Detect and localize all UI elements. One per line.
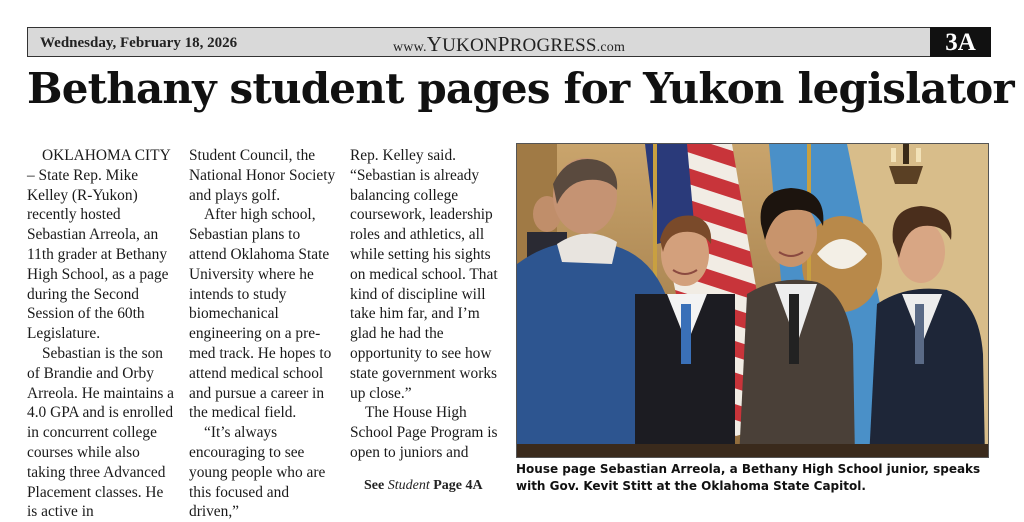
photo-caption: House page Sebastian Arreola, a Bethany High School junior, speaks with Gov. Kevit Stitt at the Oklahoma State Capitol.: [516, 462, 981, 493]
jump-keyword: Student: [387, 478, 430, 493]
paragraph: Sebastian is the son of Brandie and Orby Arreola. He maintains a 4.0 GPA and is enrolled in concurrent college courses while also taking three Advanced Placement classes. He is active in: [27, 344, 175, 521]
photo-illustration: [517, 144, 989, 458]
url-cap-y: Y: [426, 32, 443, 56]
paragraph: OKLAHOMA CITY – State Rep. Mike Kelley (R-Yukon) recently hosted Sebastian Arreola, an 11th grader at Bethany High School, as a page during the Second Session of the 60th Legislature.: [27, 147, 171, 343]
article-headline: Bethany student pages for Yukon legislator: [27, 64, 1014, 113]
article-column-2: [189, 146, 337, 522]
paragraph: “It’s always encouraging to see young people who are this focused and driven,”: [189, 424, 326, 521]
paragraph: Student Council, the National Honor Society and plays golf.: [189, 147, 336, 204]
url-cap-p: P: [497, 32, 510, 56]
article-photo: [516, 143, 989, 458]
page-number-badge: 3A: [930, 27, 991, 57]
website-url[interactable]: [393, 32, 625, 57]
article-column-3: [350, 146, 500, 463]
article-column-1: [27, 146, 177, 522]
url-rogress: ROGRESS: [509, 35, 597, 56]
jump-page: Page 4A: [433, 478, 483, 493]
url-www: www.: [393, 40, 427, 55]
jump-see: See: [364, 478, 385, 493]
paragraph: After high school, Sebastian plans to attend Oklahoma State University where he intends to study biomechanical engineering on a pre-med track. He hopes to attend medical school and pursue a career in the medical field.: [189, 206, 332, 422]
url-com: .com: [596, 40, 626, 55]
jump-line[interactable]: [364, 478, 483, 494]
issue-date: Wednesday, February 18, 2026: [40, 35, 238, 51]
page-header-bar: [27, 27, 991, 57]
paragraph: Rep. Kelley said. “Sebastian is already balancing college coursework, leadership roles and athletics, all while setting his sights on medical school. That kind of discipline will take him far, and I’m glad he had the opportunity to see how state government works up close.”: [350, 147, 498, 402]
paragraph: The House High School Page Program is open to juniors and: [350, 404, 498, 461]
url-ukon: UKON: [442, 35, 498, 56]
